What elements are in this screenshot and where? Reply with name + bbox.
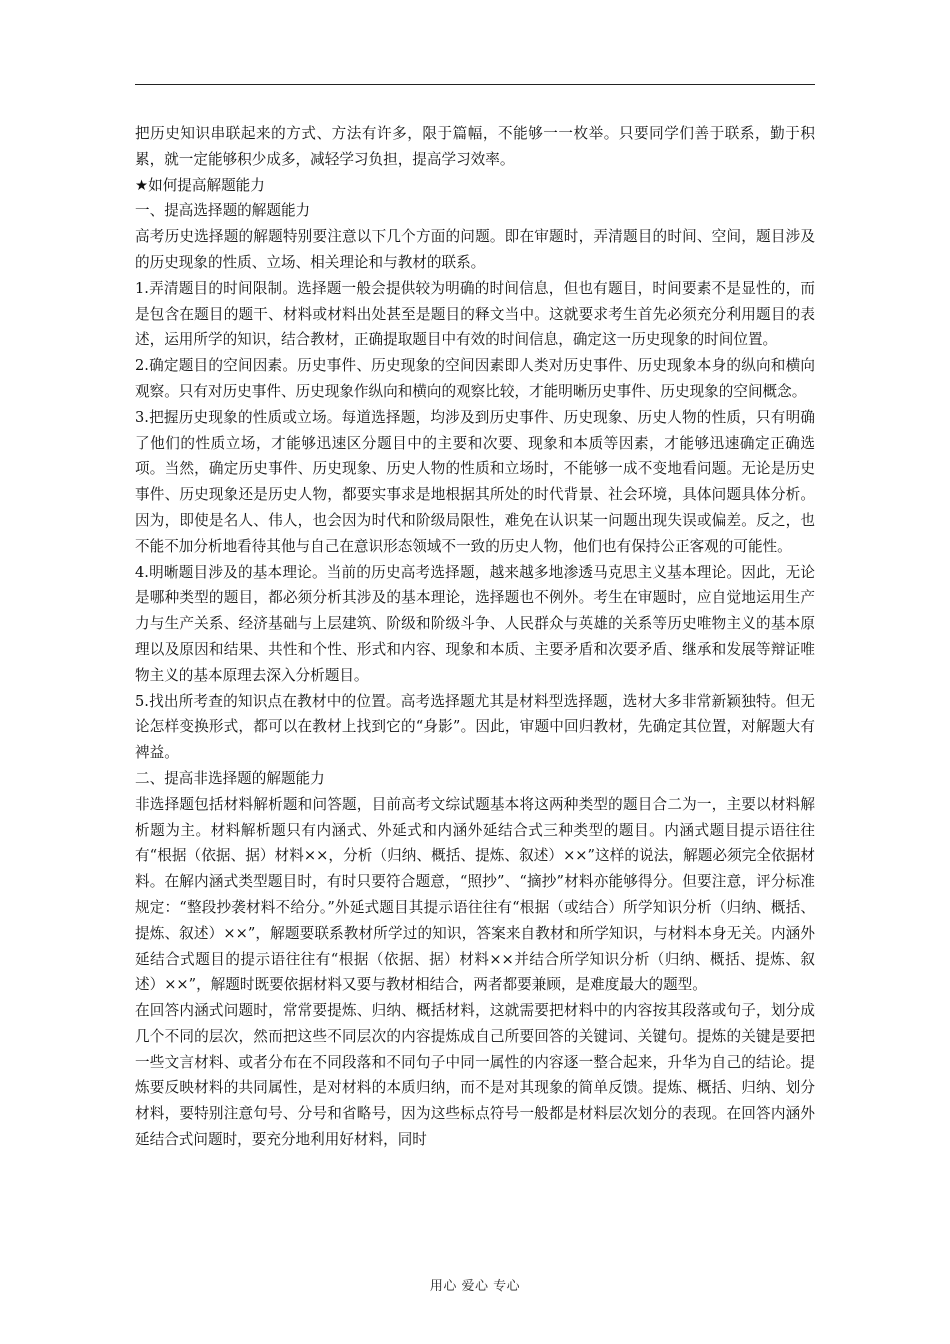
paragraph-point-1: 1.弄清题目的时间限制。选择题一般会提供较为明确的时间信息，但也有题目，时间要素不是显性的，而是包含在题目的题干、材料或材料出处甚至是题目的释文当中。这就要求考生首先必须充分利用题目的表述，运用所学的知识，结合教材，正确提取题目中有效的时间信息，确定这一历史现象的时间位置。 bbox=[135, 279, 815, 349]
paragraph-answering-method: 在回答内涵式问题时，常常要提炼、归纳、概括材料，这就需要把材料中的内容按其段落或句子，划分成几个不同的层次，然而把这些不同层次的内容提炼成自己所要回答的关键词、关键句。提炼的关键是要把一些文言材料、或者分布在不同段落和不同句子中同一属性的内容逐一整合起来，升华为自己的结论。提炼要反映材料的共同属性，是对材料的本质归纳，而不是对其现象的简单反馈。提炼、概括、归纳、划分材料，要特别注意句号、分号和省略号，因为这些标点符号一般都是材料层次划分的表现。在回答内涵外延结合式问题时，要充分地利用好材料，同时 bbox=[135, 1002, 815, 1149]
subheading-non-choice-questions: 二、提高非选择题的解题能力 bbox=[135, 769, 325, 787]
paragraph-point-4: 4.明晰题目涉及的基本理论。当前的历史高考选择题，越来越多地渗透马克思主义基本理论。因此，无论是哪种类型的题目，都必须分析其涉及的基本理论，选择题也不例外。考生在审题时，应自觉地运用生产力与生产关系、经济基础与上层建筑、阶级和阶级斗争、人民群众与英雄的关系等历史唯物主义的基本原理以及原因和结果、共性和个性、形式和内容、现象和本质、主要矛盾和次要矛盾、继承和发展等辩证唯物主义的基本原理去深入分析题目。 bbox=[135, 563, 815, 684]
page-footer: 用心 爱心 专心 bbox=[429, 1279, 521, 1294]
section-heading-text: 如何提高解题能力 bbox=[148, 176, 265, 194]
paragraph-intro-continuation: 把历史知识串联起来的方式、方法有许多，限于篇幅，不能够一一枚举。只要同学们善于联系，勤于积累，就一定能够积少成多，减轻学习负担，提高学习效率。 bbox=[135, 125, 815, 168]
paragraph-point-5: 5.找出所考查的知识点在教材中的位置。高考选择题尤其是材料型选择题，选材大多非常新颖独特。但无论怎样变换形式，都可以在教材上找到它的“身影”。因此，审题中回归教材，先确定其位置，对解题大有裨益。 bbox=[135, 692, 815, 762]
subheading-choice-questions: 一、提高选择题的解题能力 bbox=[135, 202, 311, 220]
section-heading bbox=[135, 173, 815, 199]
paragraph-choice-overview: 高考历史选择题的解题特别要注意以下几个方面的问题。即在审题时，弄清题目的时间、空间，题目涉及的历史现象的性质、立场、相关理论和与教材的联系。 bbox=[135, 228, 815, 271]
star-icon: ★ bbox=[135, 176, 149, 194]
paragraph-point-3: 3.把握历史现象的性质或立场。每道选择题，均涉及到历史事件、历史现象、历史人物的性质，只有明确了他们的性质立场，才能够迅速区分题目中的主要和次要、现象和本质等因素，才能够迅速确定正确选项。当然，确定历史事件、历史现象、历史人物的性质和立场时，不能够一成不变地看问题。无论是历史事件、历史现象还是历史人物，都要实事求是地根据其所处的时代背景、社会环境，具体问题具体分析。因为，即使是名人、伟人，也会因为时代和阶级局限性，难免在认识某一问题出现失误或偏差。反之，也不能不加分析地看待其他与自己在意识形态领域不一致的历史人物，他们也有保持公正客观的可能性。 bbox=[135, 408, 815, 555]
header-rule bbox=[135, 84, 815, 85]
paragraph-non-choice-overview: 非选择题包括材料解析题和问答题，目前高考文综试题基本将这两种类型的题目合二为一，主要以材料解析题为主。材料解析题只有内涵式、外延式和内涵外延结合式三种类型的题目。内涵式题目提示语往往有“根据（依据、据）材料××，分析（归纳、概括、提炼、叙述）××”这样的说法，解题必须完全依据材料。在解内涵式类型题目时，有时只要符合题意，“照抄”、“摘抄”材料亦能够得分。但要注意，评分标准规定：“整段抄袭材料不给分。”外延式题目其提示语往往有“根据（或结合）所学知识分析（归纳、概括、提炼、叙述）××”，解题要联系教材所学过的知识，答案来自教材和所学知识，与材料本身无关。内涵外延结合式题目的提示语往往有“根据（依据、据）材料××并结合所学知识分析（归纳、概括、提炼、叙述）××”，解题时既要依据材料又要与教材相结合，两者都要兼顾，是难度最大的题型。 bbox=[135, 795, 815, 994]
paragraph-point-2: 2.确定题目的空间因素。历史事件、历史现象的空间因素即人类对历史事件、历史现象本身的纵向和横向观察。只有对历史事件、历史现象作纵向和横向的观察比较，才能明晰历史事件、历史现象的空间概念。 bbox=[135, 357, 815, 400]
document-body bbox=[135, 121, 815, 1153]
